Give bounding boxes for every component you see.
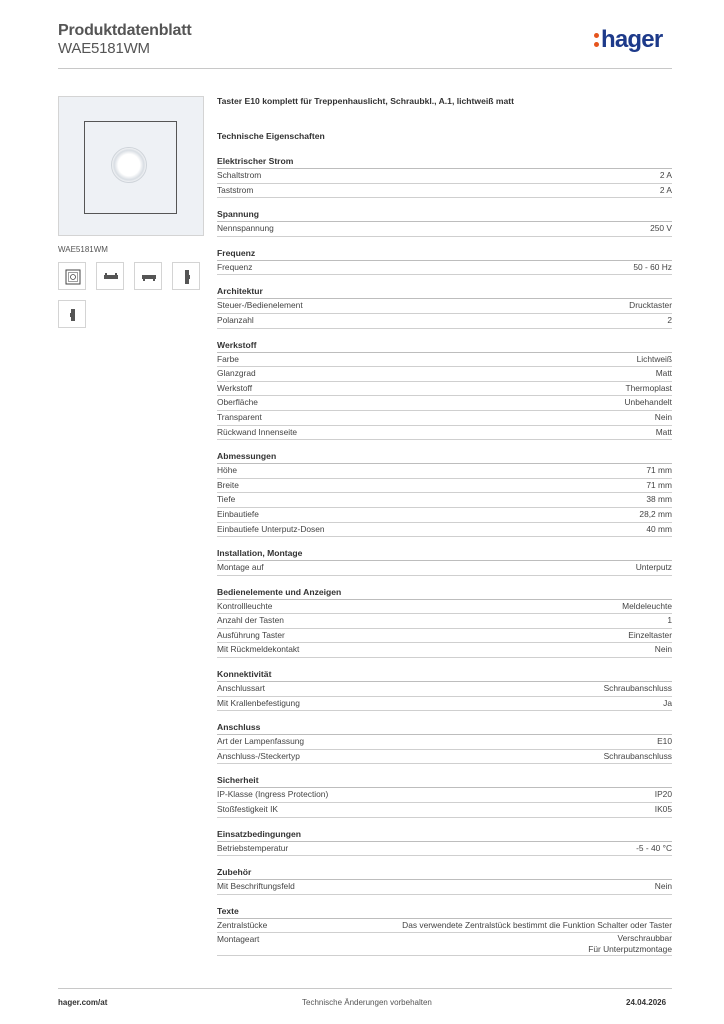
spec-section-title: Installation, Montage	[217, 548, 672, 561]
header-divider	[58, 68, 672, 69]
spec-row	[217, 299, 672, 314]
spec-label: Breite	[217, 479, 239, 490]
switch-plate	[84, 121, 177, 214]
spec-row	[217, 426, 672, 441]
spec-section-title: Einsatzbedingungen	[217, 829, 672, 842]
spec-value: Ja	[663, 697, 672, 708]
spec-label: Anschlussart	[217, 683, 265, 694]
spec-section	[217, 451, 672, 537]
spec-section	[217, 156, 672, 198]
spec-label: Anschluss-/Steckertyp	[217, 750, 300, 761]
spec-row	[217, 788, 672, 803]
spec-section-title: Frequenz	[217, 248, 672, 261]
spec-value: Nein	[654, 881, 672, 892]
spec-row	[217, 803, 672, 818]
spec-section	[217, 867, 672, 895]
hager-logo	[594, 28, 662, 52]
spec-label: Einbautiefe Unterputz-Dosen	[217, 523, 325, 534]
spec-value: 38 mm	[646, 494, 672, 505]
product-image[interactable]	[58, 96, 204, 236]
spec-value: Lichtweiß	[636, 353, 672, 364]
spec-row	[217, 842, 672, 857]
footer-note: Technische Änderungen vorbehalten	[302, 998, 432, 1007]
spec-value: 50 - 60 Hz	[633, 261, 672, 272]
spec-row	[217, 508, 672, 523]
spec-value: Das verwendete Zentralstück bestimmt die Funktion Schalter oder Taster	[402, 919, 672, 930]
spec-value-line: Verschraubbar	[617, 933, 672, 944]
product-description: Taster E10 komplett für Treppenhauslicht, Schraubkl., A.1, lichtweiß matt	[217, 96, 515, 106]
spec-section-title: Architektur	[217, 286, 672, 299]
thumbnail-bottom[interactable]	[134, 262, 162, 290]
top-view-icon	[97, 263, 125, 291]
spec-row	[217, 523, 672, 538]
spec-label: Oberfläche	[217, 397, 258, 408]
footer-website[interactable]: hager.com/at	[58, 998, 108, 1007]
side-view-icon	[173, 263, 201, 291]
spec-value: 250 V	[650, 223, 672, 234]
spec-label: Art der Lampenfassung	[217, 736, 305, 747]
spec-row	[217, 261, 672, 276]
spec-value: Unbehandelt	[624, 397, 672, 408]
spec-value: Nein	[654, 411, 672, 422]
spec-row	[217, 735, 672, 750]
spec-row	[217, 643, 672, 658]
spec-label: Montageart	[217, 934, 260, 945]
spec-row	[217, 314, 672, 329]
spec-label: Mit Rückmeldekontakt	[217, 644, 300, 655]
spec-section-title: Sicherheit	[217, 775, 672, 788]
spec-label: Mit Krallenbefestigung	[217, 697, 300, 708]
product-number: WAE5181WM	[58, 40, 150, 57]
spec-row	[217, 682, 672, 697]
spec-row	[217, 169, 672, 184]
front-view-icon	[59, 263, 87, 291]
spec-label: Rückwand Innenseite	[217, 426, 298, 437]
spec-row	[217, 382, 672, 397]
spec-section-title: Konnektivität	[217, 669, 672, 682]
spec-section-title: Werkstoff	[217, 340, 672, 353]
spec-value: 2 A	[659, 170, 672, 180]
spec-section	[217, 286, 672, 328]
spec-label: Tiefe	[217, 494, 236, 505]
spec-section	[217, 248, 672, 276]
spec-value: Drucktaster	[629, 300, 672, 311]
spec-row	[217, 933, 672, 956]
spec-row	[217, 396, 672, 411]
spec-row	[217, 222, 672, 237]
spec-section-title: Abmessungen	[217, 451, 672, 464]
spec-section-title: Texte	[217, 906, 672, 919]
spec-row	[217, 411, 672, 426]
spec-row	[217, 880, 672, 895]
spec-section-title: Elektrischer Strom	[217, 156, 672, 169]
spec-value: Matt	[655, 426, 672, 437]
logo-dots-icon	[594, 28, 600, 47]
spec-value: Schraubanschluss	[603, 750, 672, 761]
tech-properties-heading: Technische Eigenschaften	[217, 131, 325, 141]
spec-label: Transparent	[217, 411, 262, 422]
footer-date: 24.04.2026	[626, 998, 667, 1007]
spec-section	[217, 722, 672, 764]
spec-value: Schraubanschluss	[603, 683, 672, 694]
spec-label: Betriebstemperatur	[217, 842, 289, 853]
spec-section	[217, 340, 672, 441]
spec-label: Kontrollleuchte	[217, 600, 273, 611]
product-image-caption: WAE5181WM	[58, 245, 108, 254]
spec-label: Steuer-/Bedienelement	[217, 300, 303, 311]
bottom-view-icon	[135, 263, 163, 291]
spec-value: 71 mm	[646, 479, 672, 490]
spec-label: Stoßfestigkeit IK	[217, 804, 278, 815]
spec-value-line: Für Unterputzmontage	[588, 944, 672, 955]
spec-section	[217, 829, 672, 857]
thumbnail-side-alt[interactable]	[58, 300, 86, 328]
spec-label: Ausführung Taster	[217, 629, 285, 640]
spec-row	[217, 561, 672, 576]
spec-label: IP-Klasse (Ingress Protection)	[217, 789, 329, 800]
spec-row	[217, 600, 672, 615]
spec-row	[217, 464, 672, 479]
spec-label: Polanzahl	[217, 314, 254, 325]
spec-value: 2	[667, 314, 672, 325]
spec-row	[217, 919, 672, 934]
spec-value: IK05	[654, 804, 672, 815]
spec-section	[217, 209, 672, 237]
spec-section	[217, 906, 672, 957]
page-title: Produktdatenblatt	[58, 22, 192, 39]
spec-row	[217, 614, 672, 629]
spec-section	[217, 548, 672, 576]
spec-label: Anzahl der Tasten	[217, 615, 284, 626]
spec-row	[217, 479, 672, 494]
spec-label: Mit Beschriftungsfeld	[217, 881, 295, 892]
spec-value: Meldeleuchte	[622, 600, 672, 611]
spec-value: Einzeltaster	[628, 629, 672, 640]
spec-label: Höhe	[217, 465, 238, 476]
spec-section	[217, 669, 672, 711]
spec-section-title: Anschluss	[217, 722, 672, 735]
thumbnail-top[interactable]	[96, 262, 124, 290]
spec-label: Glanzgrad	[217, 368, 256, 379]
spec-label: Frequenz	[217, 261, 253, 272]
spec-value	[588, 933, 672, 955]
spec-value: Unterputz	[635, 562, 672, 573]
spec-section-title: Bedienelemente und Anzeigen	[217, 587, 672, 600]
spec-row	[217, 697, 672, 712]
spec-row	[217, 629, 672, 644]
spec-section	[217, 775, 672, 817]
thumbnail-side[interactable]	[172, 262, 200, 290]
spec-row	[217, 184, 672, 199]
spec-label: Werkstoff	[217, 382, 253, 393]
specifications-table	[217, 156, 672, 967]
side-view-alt-icon	[59, 301, 87, 329]
spec-value: IP20	[654, 789, 672, 800]
spec-value: -5 - 40 °C	[636, 842, 672, 853]
spec-section	[217, 587, 672, 658]
thumbnail-front[interactable]	[58, 262, 86, 290]
spec-label: Nennspannung	[217, 223, 274, 234]
spec-label: Montage auf	[217, 562, 264, 573]
logo-text: hager	[601, 26, 663, 53]
spec-label: Zentralstücke	[217, 919, 268, 930]
spec-value: 71 mm	[646, 465, 672, 476]
spec-section-title: Spannung	[217, 209, 672, 222]
spec-row	[217, 750, 672, 765]
spec-value: 28,2 mm	[639, 508, 672, 519]
spec-value: Matt	[655, 368, 672, 379]
spec-value: 2 A	[659, 184, 672, 195]
spec-value: 40 mm	[646, 523, 672, 534]
spec-label: Schaltstrom	[217, 170, 262, 180]
spec-section-title: Zubehör	[217, 867, 672, 880]
spec-row	[217, 493, 672, 508]
spec-label: Farbe	[217, 353, 239, 364]
footer-divider	[58, 988, 672, 989]
spec-row	[217, 367, 672, 382]
spec-row	[217, 353, 672, 368]
spec-label: Taststrom	[217, 184, 254, 195]
spec-value: E10	[657, 736, 672, 747]
push-button	[111, 147, 147, 183]
spec-value: 1	[667, 615, 672, 626]
spec-label: Einbautiefe	[217, 508, 259, 519]
spec-value: Thermoplast	[625, 382, 672, 393]
spec-value: Nein	[654, 644, 672, 655]
